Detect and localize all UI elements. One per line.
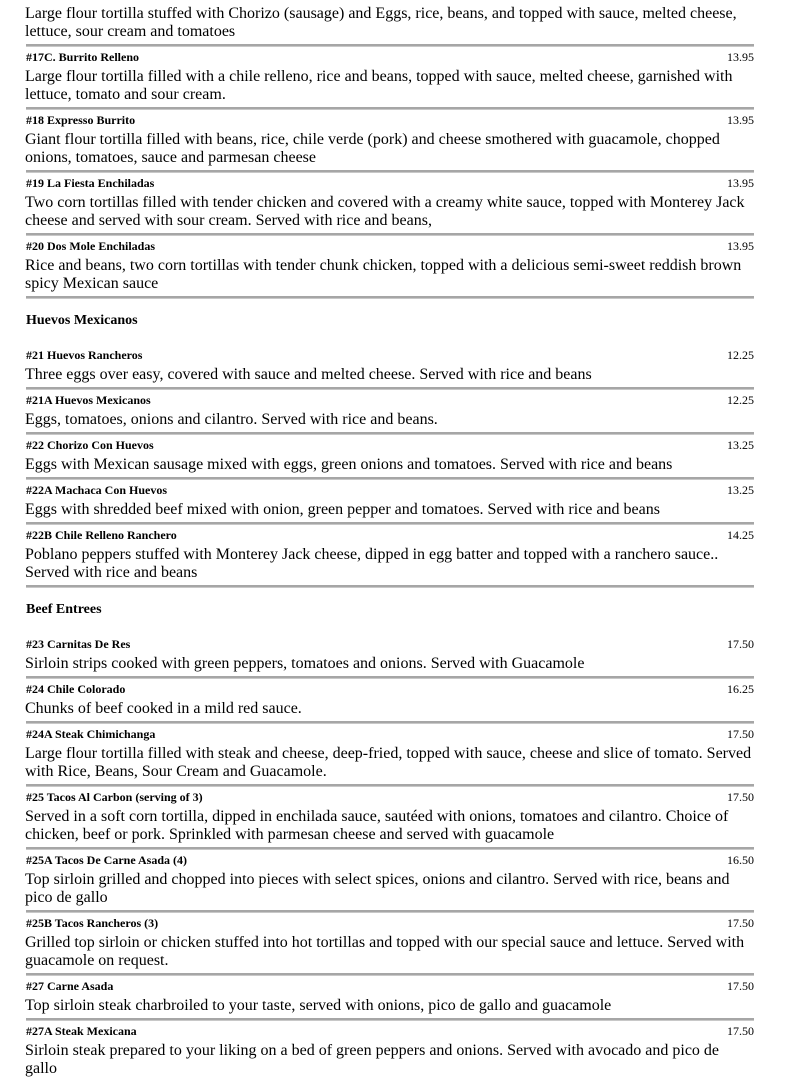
menu-item [25, 727, 755, 787]
item-name: #27A Steak Mexicana [26, 1024, 137, 1038]
menu-section [25, 5, 755, 299]
divider [26, 233, 754, 236]
item-header [25, 176, 755, 194]
item-header [25, 528, 755, 546]
item-header [25, 682, 755, 700]
item-description: Rice and beans, two corn tortillas with tender chunk chicken, topped with a delicious semi-sweet reddish brown spicy Mexican sauce [25, 257, 742, 292]
menu-item [25, 979, 755, 1021]
menu-item [25, 113, 755, 173]
item-price: 13.95 [727, 50, 754, 64]
item-description: Eggs, tomatoes, onions and cilantro. Served with rice and beans. [25, 411, 438, 428]
menu-item [25, 790, 755, 850]
item-header [25, 1024, 755, 1042]
divider [26, 910, 754, 913]
item-name: #25A Tacos De Carne Asada (4) [26, 853, 188, 867]
item-name: #21A Huevos Mexicanos [26, 393, 151, 407]
menu-item [25, 239, 755, 299]
item-name: #22A Machaca Con Huevos [26, 483, 167, 497]
item-description: Eggs with shredded beef mixed with onion, green pepper and tomatoes. Served with rice and beans [25, 501, 660, 518]
item-header [25, 979, 755, 997]
item-description: Chunks of beef cooked in a mild red sauce. [25, 700, 302, 717]
divider [26, 432, 754, 435]
item-description: Giant flour tortilla filled with beans, rice, chile verde (pork) and cheese smothered with guacamole, chopped onions, tomatoes, sauce and parmesan cheese [25, 131, 720, 166]
divider [26, 847, 754, 850]
item-price: 16.25 [727, 682, 754, 696]
item-name: #19 La Fiesta Enchiladas [26, 176, 155, 190]
divider [26, 477, 754, 480]
item-description: Eggs with Mexican sausage mixed with eggs, green onions and tomatoes. Served with rice and beans [25, 456, 673, 473]
item-header [25, 853, 755, 871]
item-description: Top sirloin grilled and chopped into pieces with select spices, onions and cilantro. Served with rice, beans and pico de gallo [25, 871, 730, 906]
divider [26, 973, 754, 976]
item-price: 13.25 [727, 438, 754, 452]
item-description: Three eggs over easy, covered with sauce and melted cheese. Served with rice and beans [25, 366, 592, 383]
menu-item [25, 483, 755, 525]
item-name: #25 Tacos Al Carbon (serving of 3) [26, 790, 203, 804]
item-name: #23 Carnitas De Res [26, 637, 131, 651]
item-price: 17.50 [727, 979, 754, 993]
item-header [25, 916, 755, 934]
item-name: #22B Chile Relleno Ranchero [26, 528, 177, 542]
item-header [25, 348, 755, 366]
item-price: 14.25 [727, 528, 754, 542]
menu-item [25, 637, 755, 679]
menu-item [25, 5, 755, 47]
menu-item [25, 176, 755, 236]
menu-item [25, 682, 755, 724]
item-name: #24A Steak Chimichanga [26, 727, 156, 741]
item-price: 16.50 [727, 853, 754, 867]
item-price: 17.50 [727, 637, 754, 651]
item-name: #22 Chorizo Con Huevos [26, 438, 154, 452]
item-description: Large flour tortilla filled with a chile relleno, rice and beans, topped with sauce, melted cheese, garnished with lettuce, tomato and sour cream. [25, 68, 733, 103]
item-header [25, 50, 755, 68]
divider [26, 107, 754, 110]
menu-item [25, 393, 755, 435]
item-description: Grilled top sirloin or chicken stuffed into hot tortillas and topped with our special sauce and lettuce. Served with guacamole on request. [25, 934, 745, 969]
divider [26, 44, 754, 47]
item-header [25, 483, 755, 501]
menu-item [25, 348, 755, 390]
item-name: #20 Dos Mole Enchiladas [26, 239, 156, 253]
item-header [25, 637, 755, 655]
divider [26, 522, 754, 525]
divider [26, 296, 754, 299]
section-title: Huevos Mexicanos [26, 313, 138, 328]
item-description: Large flour tortilla filled with steak and cheese, deep-fried, topped with sauce, cheese and slice of tomato. Served with Rice, Beans, Sour Cream and Guacamole. [25, 745, 752, 780]
divider [26, 170, 754, 173]
item-name: #25B Tacos Rancheros (3) [26, 916, 159, 930]
divider [26, 784, 754, 787]
item-header [25, 393, 755, 411]
item-price: 17.50 [727, 727, 754, 741]
item-name: #21 Huevos Rancheros [26, 348, 143, 362]
menu-item [25, 853, 755, 913]
item-header [25, 727, 755, 745]
menu-section [25, 602, 755, 1078]
item-description: Large flour tortilla stuffed with Chorizo (sausage) and Eggs, rice, beans, and topped with sauce, melted cheese, lettuce, sour cream and tomatoes [25, 5, 737, 40]
item-price: 12.25 [727, 348, 754, 362]
divider [26, 721, 754, 724]
divider [26, 676, 754, 679]
menu-item [25, 50, 755, 110]
item-name: #17C. Burrito Relleno [26, 50, 139, 64]
item-description: Two corn tortillas filled with tender chicken and covered with a creamy white sauce, topped with Monterey Jack cheese and served with sour cream. Served with rice and beans, [25, 194, 745, 229]
item-header [25, 113, 755, 131]
menu-item [25, 1024, 755, 1078]
menu-section [25, 313, 755, 588]
item-price: 13.95 [727, 239, 754, 253]
divider [26, 1018, 754, 1021]
item-price: 17.50 [727, 790, 754, 804]
item-description: Poblano peppers stuffed with Monterey Jack cheese, dipped in egg batter and topped with a ranchero sauce.. Served with rice and beans [25, 546, 719, 581]
item-name: #27 Carne Asada [26, 979, 114, 993]
menu-item [25, 438, 755, 480]
item-description: Sirloin strips cooked with green peppers, tomatoes and onions. Served with Guacamole [25, 655, 585, 672]
item-header [25, 239, 755, 257]
menu-list [25, 0, 755, 1078]
item-description: Top sirloin steak charbroiled to your taste, served with onions, pico de gallo and guacamole [25, 997, 612, 1014]
menu-item [25, 916, 755, 976]
item-price: 13.95 [727, 176, 754, 190]
item-header [25, 438, 755, 456]
item-price: 12.25 [727, 393, 754, 407]
divider [26, 585, 754, 588]
item-description: Served in a soft corn tortilla, dipped in enchilada sauce, sautéed with onions, tomatoes and cilantro. Choice of chicken, beef or pork. Sprinkled with parmesan cheese and served with guacamole [25, 808, 729, 843]
item-price: 13.95 [727, 113, 754, 127]
menu-item [25, 528, 755, 588]
item-price: 17.50 [727, 1024, 754, 1038]
item-price: 13.25 [727, 483, 754, 497]
item-name: #24 Chile Colorado [26, 682, 126, 696]
divider [26, 387, 754, 390]
item-description: Sirloin steak prepared to your liking on a bed of green peppers and onions. Served with avocado and pico de gallo [25, 1042, 720, 1077]
item-name: #18 Expresso Burrito [26, 113, 136, 127]
item-header [25, 790, 755, 808]
item-price: 17.50 [727, 916, 754, 930]
section-title: Beef Entrees [26, 602, 102, 617]
